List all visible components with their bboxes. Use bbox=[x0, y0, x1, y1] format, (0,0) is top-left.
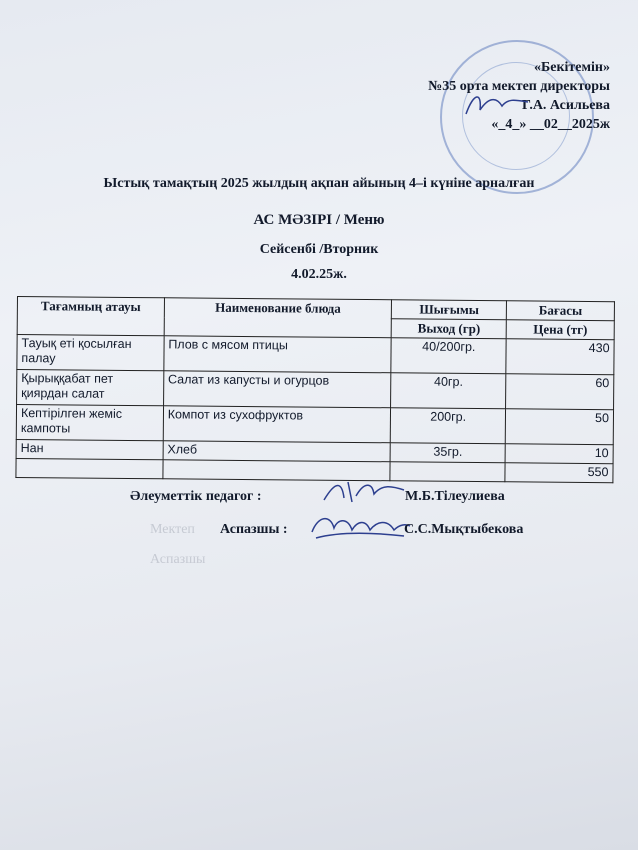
table-row bbox=[16, 405, 613, 445]
menu-table bbox=[15, 296, 615, 483]
dish-kz: Қырыққабат пет қиярдан салат bbox=[17, 370, 164, 406]
table-row bbox=[17, 370, 614, 410]
col-header-price-ru: Цена (тг) bbox=[506, 320, 614, 340]
col-header-price-kz: Бағасы bbox=[506, 301, 614, 321]
menu-date: 4.02.25ж. bbox=[291, 267, 347, 282]
dish-price: 10 bbox=[505, 444, 613, 464]
social-pedagog-name: М.Б.Тілеулиева bbox=[405, 489, 505, 504]
pedagog-signature bbox=[318, 474, 408, 508]
menu-label: АС МӘЗІРІ / Меню bbox=[253, 212, 385, 228]
approval-line-2: №35 орта мектеп директоры bbox=[428, 79, 610, 94]
dish-yield: 200гр. bbox=[391, 408, 506, 444]
dish-price: 430 bbox=[506, 339, 614, 375]
dish-kz: Нан bbox=[16, 439, 163, 459]
total-price: 550 bbox=[505, 463, 613, 483]
approval-director: Г.А. Асильева bbox=[521, 98, 610, 113]
dish-ru: Компот из сухофруктов bbox=[163, 406, 391, 443]
day-of-week: Сейсенбі /Вторник bbox=[259, 242, 379, 257]
dish-kz: Тауық еті қосылған палау bbox=[17, 335, 164, 371]
dish-price: 60 bbox=[506, 374, 614, 410]
dish-ru: Салат из капусты и огурцов bbox=[163, 371, 391, 408]
cook-label: Аспазшы : bbox=[220, 522, 288, 537]
dish-yield: 40/200гр. bbox=[391, 338, 506, 374]
dish-ru: Плов с мясом птицы bbox=[164, 336, 392, 373]
cook-name: С.С.Мықтыбекова bbox=[404, 522, 524, 537]
director-signature bbox=[462, 88, 532, 120]
approval-date: «_4_» __02__2025ж bbox=[491, 117, 610, 132]
col-header-yield-kz: Шығымы bbox=[392, 300, 507, 320]
col-header-yield-ru: Выход (гр) bbox=[391, 319, 506, 339]
dish-yield: 40гр. bbox=[391, 373, 506, 409]
cook-signature bbox=[308, 508, 412, 544]
dish-ru: Хлеб bbox=[163, 441, 391, 462]
menu-heading: Ыстық тамақтың 2025 жылдың ақпан айының 4–і күніне арналған bbox=[103, 176, 535, 191]
show-through-text: Мектеп Аспазшы bbox=[150, 522, 206, 567]
table-row bbox=[17, 335, 614, 375]
dish-yield: 35гр. bbox=[390, 443, 505, 463]
dish-price: 50 bbox=[505, 409, 613, 445]
col-header-ru: Наименование блюда bbox=[164, 298, 392, 338]
dish-kz: Кептірілген жеміс кампоты bbox=[16, 405, 163, 441]
col-header-kz: Тағамның атауы bbox=[17, 297, 164, 336]
social-pedagog-label: Әлеуметтік педагог : bbox=[130, 489, 262, 504]
total-row bbox=[16, 458, 613, 482]
approval-line-1: «Бекітемін» bbox=[533, 60, 610, 75]
